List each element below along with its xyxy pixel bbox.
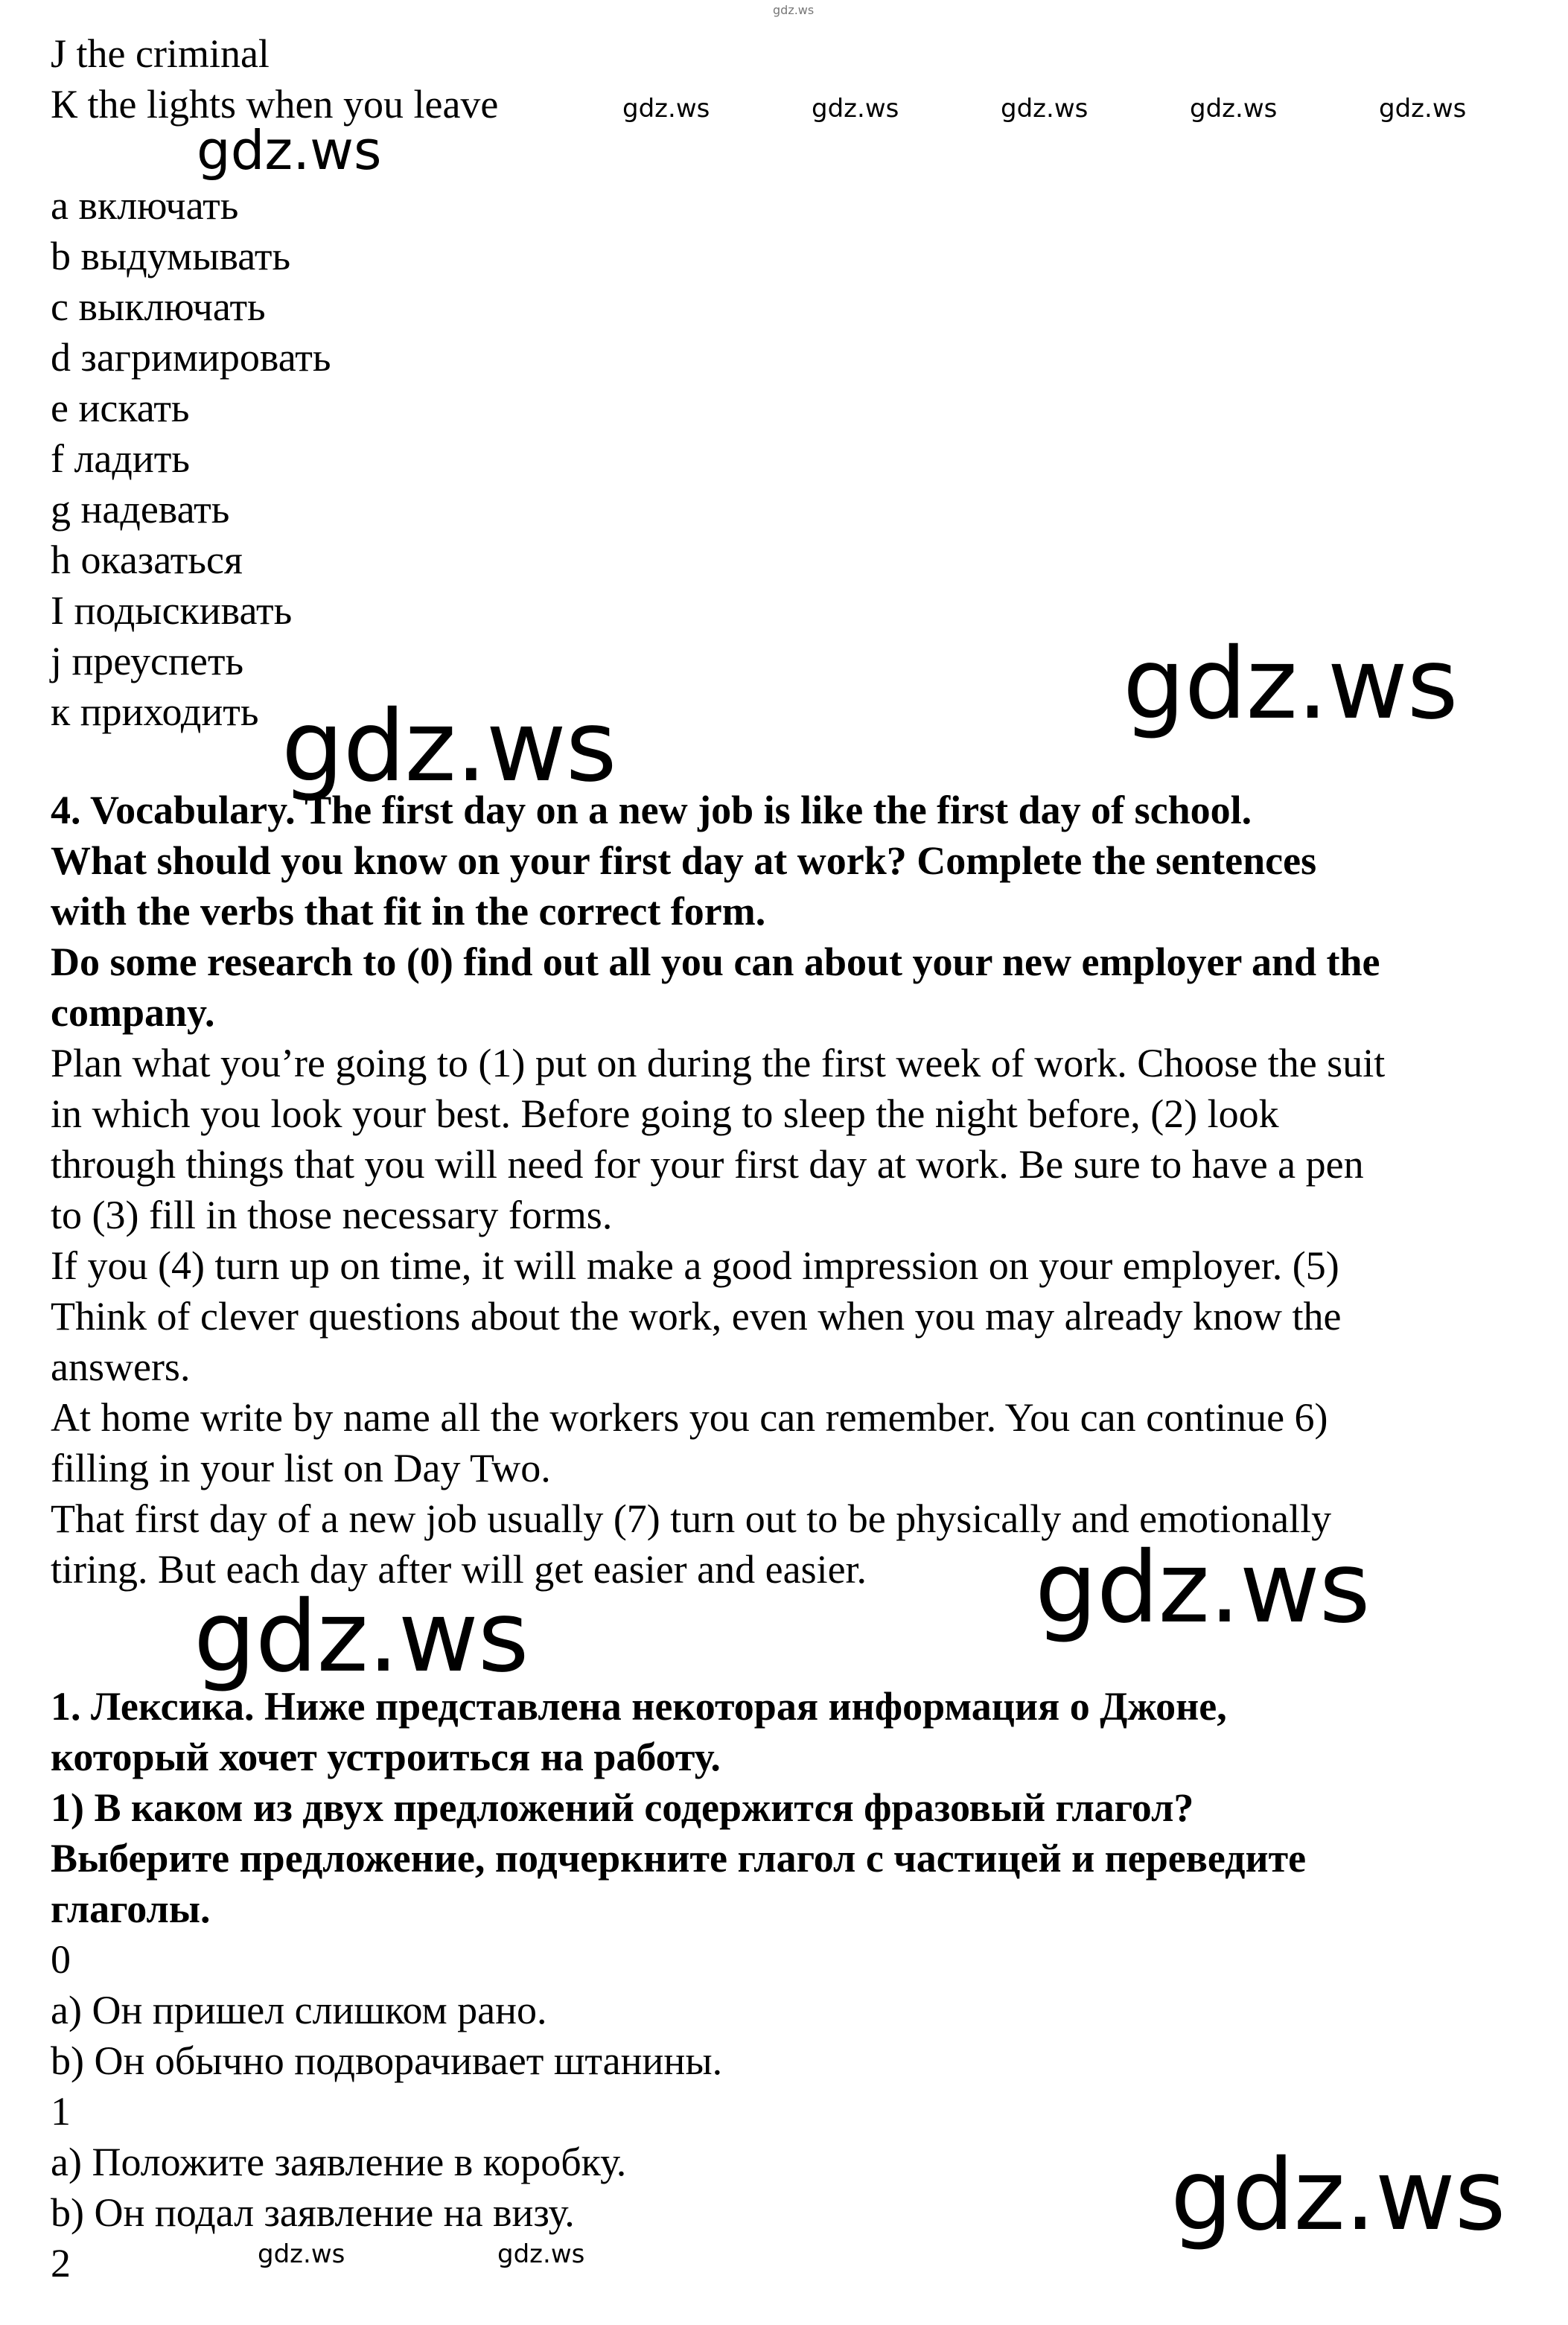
text-line: Plan what you’re going to (1) put on during the first week of work. Choose the suit [51, 1041, 1386, 1085]
text-line: through things that you will need for your first day at work. Be sure to have a pen [51, 1142, 1364, 1187]
watermark-large: gdz.ws [194, 1580, 529, 1694]
task-heading-line: Do some research to (0) find out all you can about your new employer and the [51, 940, 1380, 984]
text-line: Think of clever questions about the work, even when you may already know the [51, 1294, 1342, 1339]
list-item: e искать [51, 386, 190, 430]
task-heading-line: 1) В каком из двух предложений содержится фразовый глагол? [51, 1785, 1194, 1830]
text-line: tiring. But each day after will get easier and easier. [51, 1547, 867, 1592]
task-heading-line: 1. Лексика. Ниже представлена некоторая информация о Джоне, [51, 1684, 1227, 1729]
list-item: I подыскивать [51, 588, 293, 633]
list-item: j преуспеть [51, 639, 244, 683]
watermark-tiny: gdz.ws [773, 3, 815, 17]
watermark-large: gdz.ws [281, 689, 616, 804]
task-heading-line: Выберите предложение, подчеркните глагол с частицей и переведите [51, 1836, 1307, 1881]
task-heading-line: 4. Vocabulary. The first day on a new job is like the first day of school. [51, 788, 1252, 832]
text-line: If you (4) turn up on time, it will make a good impression on your employer. (5) [51, 1243, 1339, 1288]
watermark-large: gdz.ws [1170, 2138, 1505, 2253]
watermark-small: gdz.ws [497, 2239, 585, 2269]
list-item: a) Положите заявление в коробку. [51, 2140, 627, 2184]
list-item: d загримировать [51, 335, 331, 380]
watermark-medium: gdz.ws [197, 119, 382, 182]
watermark-small: gdz.ws [812, 94, 899, 124]
text-line: J the criminal [51, 31, 270, 76]
list-item: 1 [51, 2089, 71, 2134]
watermark-small: gdz.ws [1001, 94, 1089, 124]
list-item: a) Он пришел слишком рано. [51, 1988, 547, 2032]
top-lines [51, 28, 1525, 130]
list-item: b) Он подал заявление на визу. [51, 2190, 575, 2235]
list-item: b выдумывать [51, 234, 291, 278]
task-heading-line: company. [51, 990, 215, 1035]
list-item: 2 [51, 2241, 71, 2286]
list-item: c выключать [51, 284, 266, 329]
watermark-small: gdz.ws [1190, 94, 1278, 124]
list-item: к приходить [51, 689, 259, 734]
watermark-large: gdz.ws [1035, 1531, 1370, 1645]
task-4 [51, 785, 1525, 1595]
text-line: At home write by name all the workers you can remember. You can continue 6) [51, 1395, 1328, 1440]
list-item: a включать [51, 183, 239, 228]
task-heading-line: который хочет устроиться на работу. [51, 1735, 721, 1779]
text-line: in which you look your best. Before going to sleep the night before, (2) look [51, 1091, 1279, 1136]
watermark-large: gdz.ws [1123, 627, 1458, 741]
watermark-small: gdz.ws [622, 94, 710, 124]
text-line: answers. [51, 1345, 191, 1389]
list-item: g надевать [51, 487, 230, 532]
text-line: filling in your list on Day Two. [51, 1446, 551, 1490]
list-item: f ладить [51, 436, 190, 481]
text-line: That first day of a new job usually (7) turn out to be physically and emotionally [51, 1496, 1332, 1541]
task-heading-line: with the verbs that fit in the correct form. [51, 889, 766, 934]
list-item: b) Он обычно подворачивает штанины. [51, 2038, 723, 2083]
list-item: h оказаться [51, 538, 243, 582]
task-heading-line: What should you know on your first day at work? Complete the sentences [51, 838, 1317, 883]
watermark-small: gdz.ws [258, 2239, 345, 2269]
list-item: 0 [51, 1937, 71, 1982]
task-heading-line: глаголы. [51, 1887, 211, 1931]
text-line: К the lights when you leave [51, 82, 499, 127]
watermark-small: gdz.ws [1379, 94, 1467, 124]
text-line: to (3) fill in those necessary forms. [51, 1193, 613, 1237]
